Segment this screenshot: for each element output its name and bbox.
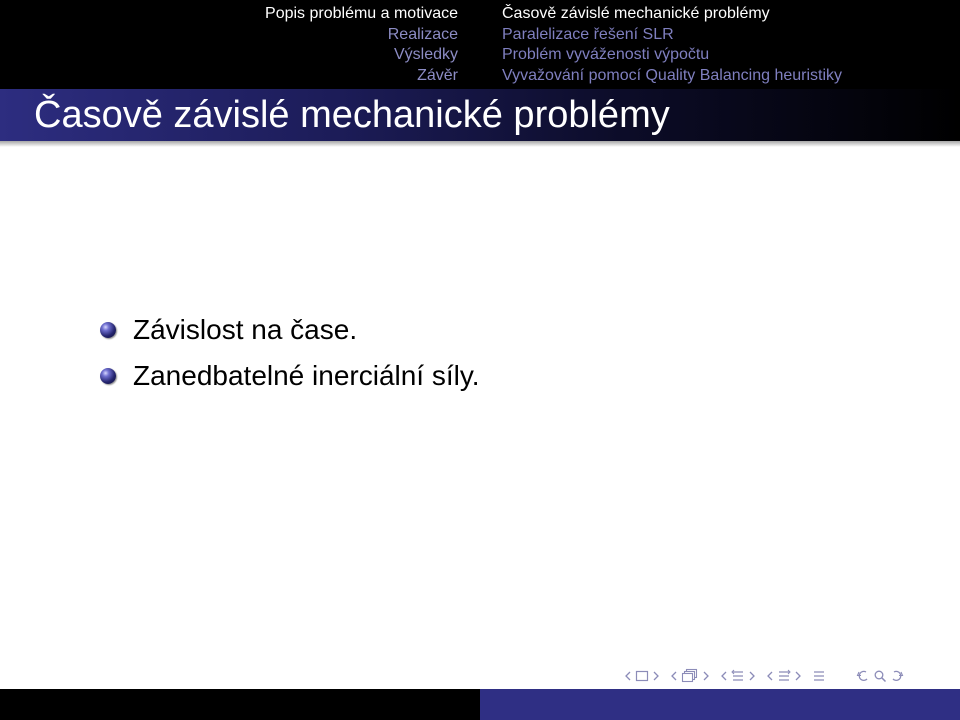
back-icon[interactable] bbox=[856, 666, 870, 686]
section-link-vysledky[interactable]: Výsledky bbox=[393, 46, 458, 63]
ball-bullet-icon bbox=[100, 368, 116, 384]
bullet-text: Závislost na čase. bbox=[133, 314, 358, 345]
footline bbox=[0, 689, 960, 720]
subsection-navigation bbox=[480, 0, 960, 89]
bullet-text: Zanedbatelné inerciální síly. bbox=[133, 360, 480, 391]
next-section-icon[interactable] bbox=[794, 666, 802, 686]
footline-right bbox=[480, 689, 960, 720]
ball-bullet-icon bbox=[100, 322, 116, 338]
forward-icon[interactable] bbox=[890, 666, 904, 686]
prev-section-icon[interactable] bbox=[766, 666, 774, 686]
section-navigation bbox=[0, 0, 480, 89]
appendix-icon[interactable] bbox=[812, 666, 826, 686]
prev-subsection-icon[interactable] bbox=[720, 666, 728, 686]
subsection-icon[interactable] bbox=[731, 666, 745, 686]
next-subsection-icon[interactable] bbox=[748, 666, 756, 686]
next-slide-icon[interactable] bbox=[652, 666, 660, 686]
prev-slide-icon[interactable] bbox=[624, 666, 632, 686]
frame-icon[interactable] bbox=[681, 666, 699, 686]
footline-left bbox=[0, 689, 480, 720]
section-link-popis-problemu[interactable]: Popis problému a motivace bbox=[265, 5, 458, 22]
section-icon[interactable] bbox=[777, 666, 791, 686]
prev-frame-icon[interactable] bbox=[670, 666, 678, 686]
subsection-link-vyvazenost[interactable]: Problém vyváženosti výpočtu bbox=[502, 46, 710, 63]
subsection-link-quality-balancing[interactable]: Vyvažování pomocí Quality Balancing heuristiky bbox=[502, 66, 843, 84]
frame-title-bar bbox=[0, 89, 960, 141]
frame-title: Časově závislé mechanické problémy bbox=[34, 94, 670, 136]
slide-icon[interactable] bbox=[635, 666, 649, 686]
title-bar-shadow bbox=[0, 141, 960, 147]
subsection-link-casove-zavisle[interactable]: Časově závislé mechanické problémy bbox=[502, 5, 770, 22]
search-icon[interactable] bbox=[873, 666, 887, 686]
headline-navigation bbox=[0, 0, 960, 89]
navigation-symbols bbox=[624, 666, 904, 686]
subsection-link-paralelizace[interactable]: Paralelizace řešení SLR bbox=[502, 25, 674, 43]
section-link-zaver[interactable]: Závěr bbox=[417, 66, 458, 84]
next-frame-icon[interactable] bbox=[702, 666, 710, 686]
section-link-realizace[interactable]: Realizace bbox=[387, 25, 458, 43]
